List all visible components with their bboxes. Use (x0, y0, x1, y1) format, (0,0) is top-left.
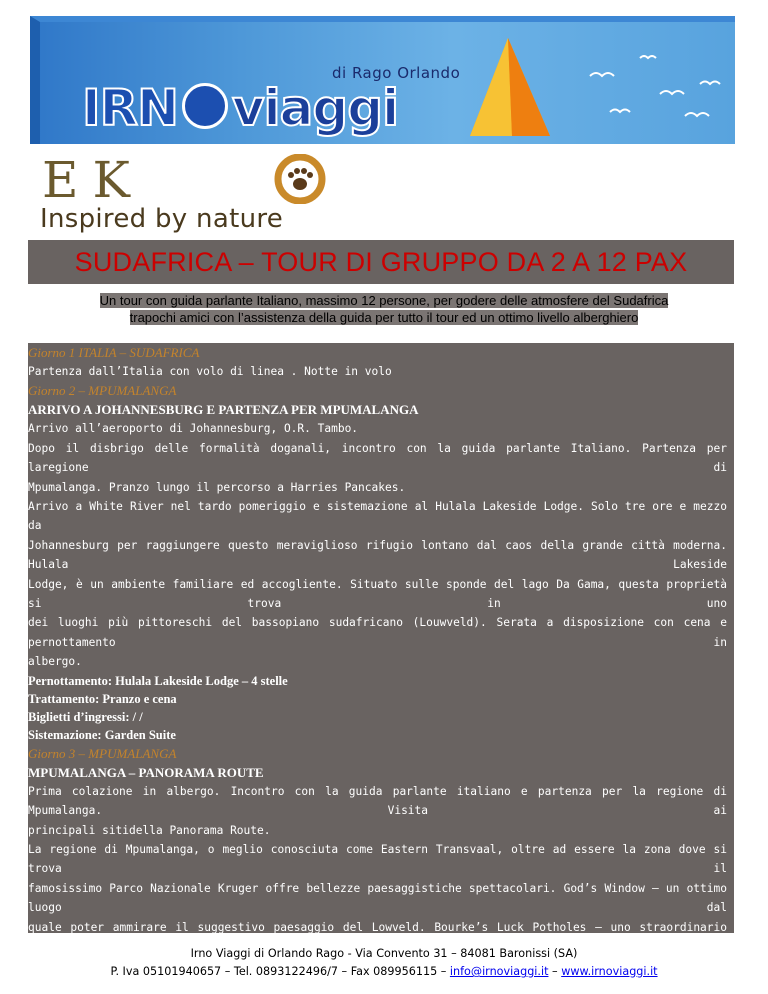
eko-tagline: Inspired by nature (40, 204, 284, 234)
day-2-paragraph: dei luoghi più pittoreschi del bassopiano sudafricano (Louwveld). Serata a disposizione con cena e pernottamento in (28, 616, 727, 649)
website-link[interactable]: www.irnoviaggi.it (561, 965, 658, 978)
footer-phone-fax: P. Iva 05101940657 – Tel. 0893122496/7 – Fax 089956115 – (110, 965, 450, 978)
day-3-paragraph: quale poter ammirare il suggestivo paesaggio del Lowveld. Bourke’s Luck Potholes – uno straordinario (28, 920, 727, 933)
day-2-heading: ARRIVO A JOHANNESBURG E PARTENZA PER MPUMALANGA (28, 402, 419, 418)
day-2-paragraph: albergo. (28, 655, 82, 669)
day-3-paragraph: Prima colazione in albergo. Incontro con la guida parlante italiano e partenza per la regione di Mpumalanga. Visita ai (28, 784, 727, 818)
day-3-label: Giorno 3 – MPUMALANGA (28, 745, 177, 761)
email-link[interactable]: info@irnoviaggi.it (449, 965, 549, 978)
day-2-label: Giorno 2 – MPUMALANGA (28, 383, 177, 399)
footer-separator: – (548, 965, 562, 978)
eko-letters: EK (42, 151, 144, 209)
day-1-label: Giorno 1 ITALIA – SUDAFRICA (28, 345, 200, 360)
day-2-info: Sistemazione: Garden Suite (28, 727, 176, 742)
day-2-paragraph: Arrivo all’aeroporto di Johannesburg, O.R. Tambo. (28, 422, 359, 436)
brand-globe-icon (182, 83, 228, 129)
day-1-text: Partenza dall’Italia con volo di linea . Notte in volo (28, 365, 392, 378)
day-2-paragraph: Mpumalanga. Pranzo lungo il percorso a Harries Pancakes. (28, 480, 406, 494)
day-2-paragraph: Arrivo a White River nel tardo pomeriggio e sistemazione al Hulala Lakeside Lodge. Solo tre ore e mezzo da (28, 500, 727, 533)
day-3-paragraph: La regione di Mpumalanga, o meglio conosciuta come Eastern Transvaal, oltre ad essere la zona dove si trova il (28, 842, 727, 876)
day-2-paragraph: Lodge, è un ambiente familiare ed accogliente. Situato sulle sponde del lago Da Gama, questa proprietà si trova in uno (28, 577, 727, 611)
brand-logo-text (82, 78, 398, 138)
day-2-info: Pernottamento: Hulala Lakeside Lodge – 4 stelle (28, 673, 288, 688)
brand-part-1: IRN (82, 79, 178, 137)
footer-address: Irno Viaggi di Orlando Rago - Via Convento 31 – 84081 Baronissi (SA) (190, 947, 578, 960)
paw-print-icon (274, 154, 326, 204)
day-2-paragraph: Dopo il disbrigo delle formalità doganali, incontro con la guida parlante Italiano. Partenza per laregione di (28, 441, 727, 475)
tour-intro (96, 292, 672, 326)
tour-title-bar (28, 240, 734, 284)
brand-subtitle: di Rago Orlando (332, 64, 461, 82)
seagulls-icon (570, 46, 735, 136)
intro-line-2: trapochi amici con l’assistenza della guida per tutto il tour ed un ottimo livello alberghiero (129, 310, 639, 325)
itinerary-panel (28, 343, 734, 933)
page-footer (0, 945, 768, 981)
day-3-paragraph: famosissimo Parco Nazionale Kruger offre bellezze paesaggistiche spettacolari. God’s Window – un ottimo luogo dal (28, 881, 727, 915)
intro-line-1: Un tour con guida parlante Italiano, massimo 12 persone, per godere delle atmosfere del Sudafrica (99, 293, 669, 308)
sail-icon (450, 36, 560, 144)
day-2-info: Biglietti d’ingressi: / / (28, 709, 143, 724)
day-2-paragraph: Johannesburg per raggiungere questo meraviglioso rifugio lontano dal caos della grande città moderna. Hulala Lakeside (28, 538, 727, 572)
day-2-info: Trattamento: Pranzo e cena (28, 691, 177, 706)
eko-logo (38, 150, 320, 236)
header-banner (30, 16, 735, 144)
footer-contacts (0, 963, 768, 981)
tour-title: SUDAFRICA – TOUR DI GRUPPO DA 2 A 12 PAX (74, 246, 688, 277)
day-3-paragraph: principali sitidella Panorama Route. (28, 823, 271, 837)
brand-part-2: viaggi (231, 79, 399, 137)
day-3-heading: MPUMALANGA – PANORAMA ROUTE (28, 764, 264, 780)
